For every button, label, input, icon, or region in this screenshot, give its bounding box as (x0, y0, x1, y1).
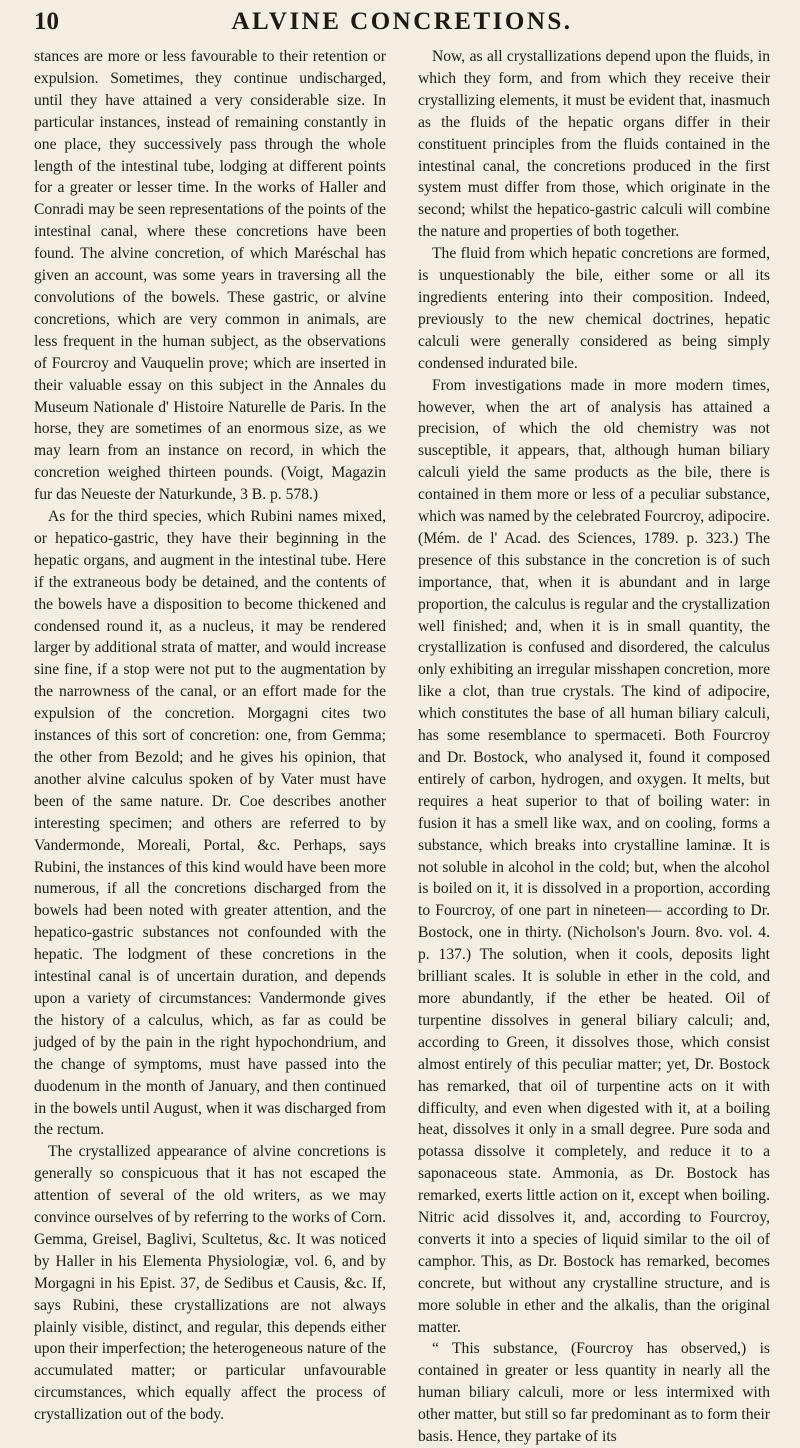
left-paragraph-1: stances are more or less favourable to their retention or expulsion. Sometimes, they continue undischarged, until they have attained a very considerable size. In particular instances, instead of remaining constantly in one place, they successively pass through the whole length of the intestinal tube, lodging at different points for a greater or lesser time. In the works of Haller and Conradi may be seen representations of the points of the intestinal canal, where these concretions have been found. The alvine concretion, of which Maréschal has given an account, was some years in traversing all the convolutions of the bowels. These gastric, or alvine concretions, which are very common in animals, are less frequent in the human subject, as the observations of Fourcroy and Vauquelin prove; which are inserted in their valuable essay on this subject in the Annales du Museum Nationale d' Histoire Naturelle de Paris. In the horse, they are sometimes of an enormous size, as we may learn from an instance on record, in which the concretion weighed thirteen pounds. (Voigt, Magazin fur das Neueste der Naturkunde, 3 B. p. 578.) (34, 48, 386, 504)
left-paragraph-3: The crystallized appearance of alvine concretions is generally so conspicuous that it has not escaped the attention of several of the old writers, as we may convince ourselves of by referring to the works of Corn. Gemma, Greisel, Baglivi, Scultetus, &c. It was noticed by Haller in his Elementa Physiologiæ, vol. 6, and by Morgagni in his Epist. 37, de Sedibus et Causis, &c. If, says Rubini, these crystallizations are not always plainly visible, distinct, and regular, this depends either upon their imperfection; the heterogeneous nature of the accumulated matter; or particular unfavourable circumstances, which equally affect the process of crystallization out of the body. (34, 1143, 386, 1424)
right-column (418, 46, 770, 1448)
left-paragraph-2: As for the third species, which Rubini names mixed, or hepatico-gastric, they have their beginning in the hepatic organs, and augment in the intestinal tube. Here if the extraneous body be detained, and the contents of the bowels have a disposition to become thickened and condensed round it, as a nucleus, it may be rendered larger by additional strata of matter, and would increase sine fine, if a stop were not put to the augmentation by the narrowness of the canal, or an effort made for the expulsion of the concretion. Morgagni cites two instances of this sort of concretion: one, from Gemma; the other from Bezold; and he gives his opinion, that another alvine calculus spoken of by Vater must have been of the same nature. Dr. Coe describes another interesting specimen; and others are referred to by Vandermonde, Moreali, Portal, &c. Perhaps, says Rubini, the instances of this kind would have been more numerous, if all the concretions discharged from the bowels had been noted with greater attention, and the hepatico-gastric substances not confounded with the hepatic. The lodgment of these concretions in the intestinal canal is of uncertain duration, and depends upon a variety of circumstances: Vandermonde gives the history of a calculus, which, as far as could be judged of by the pain in the right hypochondrium, and the change of symptoms, must have passed into the duodenum in the month of January, and then continued in the bowels until August, when it was discharged from the rectum. (34, 508, 386, 1139)
page-number: 10 (34, 8, 59, 35)
running-head (34, 8, 770, 46)
running-title: ALVINE CONCRETIONS. (231, 8, 573, 35)
text-columns (34, 46, 770, 1448)
right-paragraph-4: “ This substance, (Fourcroy has observed,) is contained in greater or less quantity in nearly all the human biliary calculi, more or less intermixed with other matter, but still so far predominant as to form their basis. Hence, they partake of its (418, 1340, 770, 1446)
left-column (34, 46, 386, 1448)
right-paragraph-2: The fluid from which hepatic concretions are formed, is unquestionably the bile, either some or all its ingredients entering into their composition. Indeed, previously to the new chemical doctrines, hepatic calculi were generally considered as being simply condensed indurated bile. (418, 245, 770, 372)
right-paragraph-1: Now, as all crystallizations depend upon the fluids, in which they form, and from which they receive their crystallizing elements, it must be evident that, inasmuch as the fluids of the hepatic organs differ in their constituent principles from the fluids contained in the intestinal canal, the concretions produced in the first system must differ from those, which originate in the second; whilst the hepatico-gastric calculi will combine the nature and properties of both together. (418, 48, 770, 241)
right-paragraph-3: From investigations made in more modern times, however, when the art of analysis has attained a precision, of which the old chemistry was not susceptible, it appears, that, although human biliary calculi yield the same products as the bile, there is contained in them more or less of a peculiar substance, which was named by the celebrated Fourcroy, adipocire. (Mém. de l' Acad. des Sciences, 1789. p. 323.) The presence of this substance in the concretion is of such importance, that, when it is abundant and in large proportion, the calculus is regular and the crystallization well finished; and, when it is in small quantity, the crystallization is confused and disordered, the calculus only exhibiting an irregular misshapen concretion, more like a clot, than true crystals. The kind of adipocire, which constitutes the base of all human biliary calculi, has some resemblance to spermaceti. Both Fourcroy and Dr. Bostock, who analysed it, found it composed entirely of carbon, hydrogen, and oxygen. It melts, but requires a heat superior to that of boiling water: in fusion it has a smell like wax, and on cooling, forms a substance, which breaks into crystalline laminæ. It is not soluble in alcohol in the cold; but, when the alcohol is boiled on it, it is dissolved in a proportion, according to Fourcroy, of one part in nineteen— according to Dr. Bostock, one in thirty. (Nicholson's Journ. 8vo. vol. 4. p. 137.) The solution, when it cools, deposits light brilliant scales. It is soluble in ether in the cold, and more abundantly, if the ether be heated. Oil of turpentine dissolves in general biliary calculi; and, according to Green, it dissolves those, which consist almost entirely of this peculiar matter; yet, Dr. Bostock has remarked, that oil of turpentine acts on it with difficulty, and even when digested with it, at a boiling heat, dissolves it only in a small degree. Pure soda and potassa dissolve it completely, and reduce it to a saponaceous state. Ammonia, as Dr. Bostock has remarked, exerts little action on it, except when boiling. Nitric acid dissolves it, and, according to Fourcroy, converts it into a species of liquid similar to the oil of camphor. This, as Dr. Bostock has remarked, becomes concrete, but without any crystalline structure, and is more soluble in ether and the alkalis, than the original matter. (418, 376, 770, 1336)
